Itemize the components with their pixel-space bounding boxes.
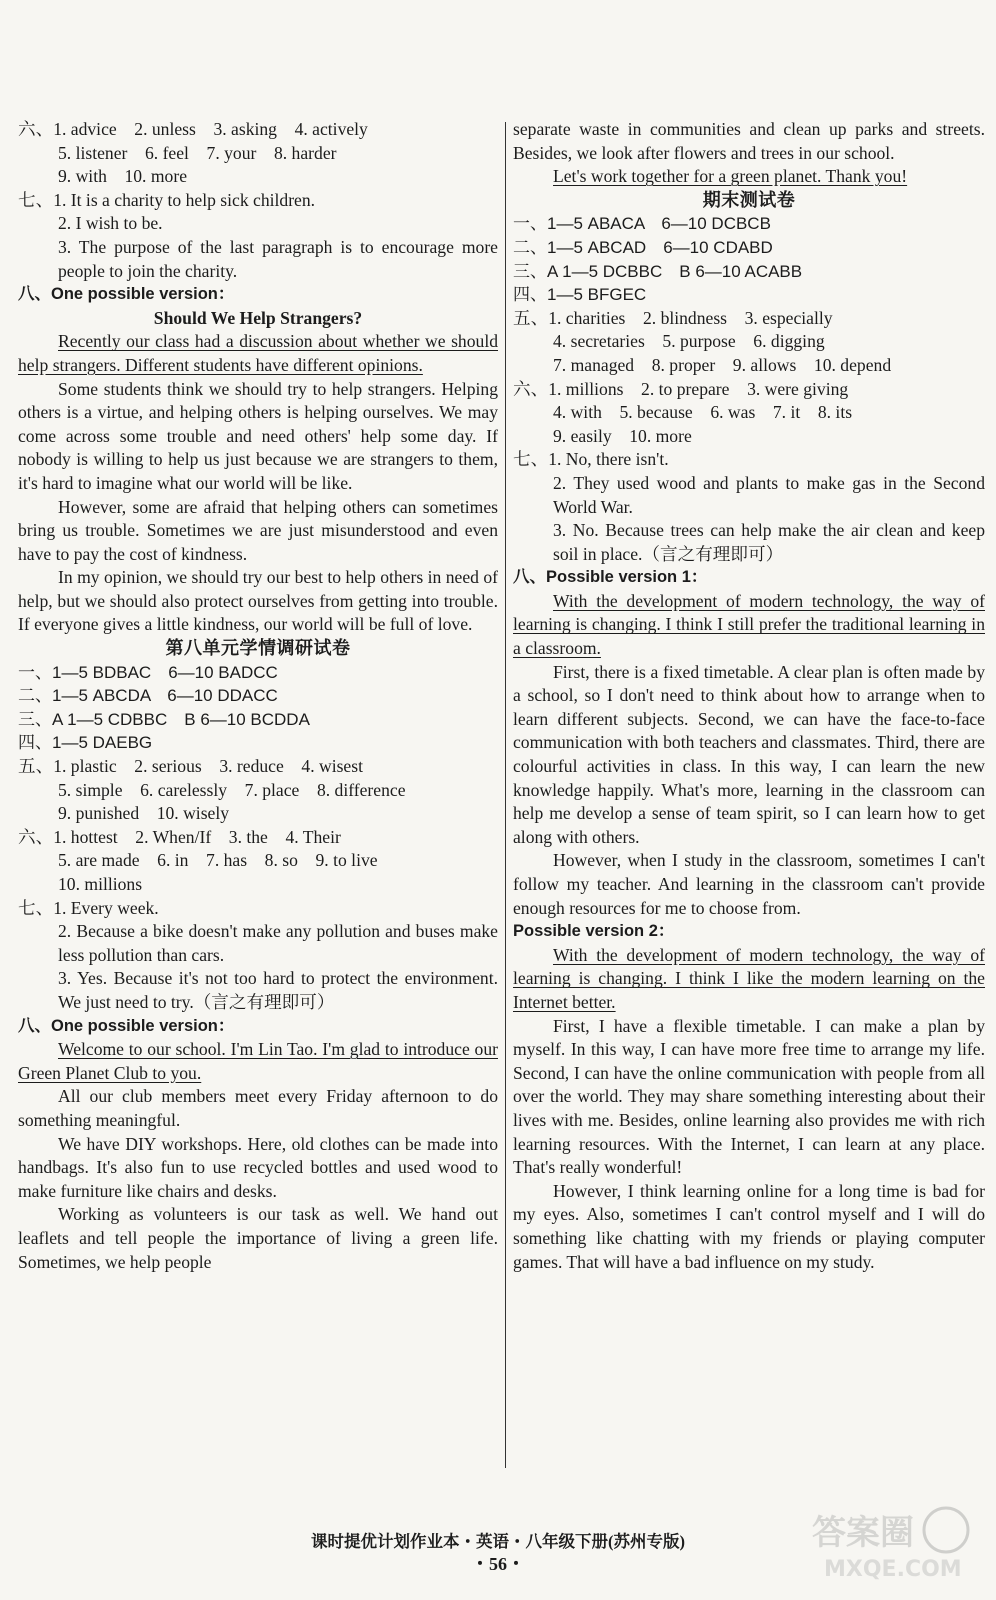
answer-line: 一、1—5 ABACA 6—10 DCBCB	[513, 214, 771, 234]
right-column	[513, 118, 985, 1274]
answer-line: 10. millions	[58, 874, 143, 894]
essay-intro: With the development of modern technology, the way of learning is changing. I think I like the modern learning on the Internet better.	[513, 944, 985, 1012]
essay-paragraph: However, some are afraid that helping others can sometimes bring us trouble. Sometimes we are just misunderstood and even have to pay the cost of kindness.	[18, 496, 498, 564]
essay-title: Should We Help Strangers?	[153, 307, 363, 328]
section-heading: Possible version 2：	[513, 922, 675, 941]
left-column	[18, 118, 498, 1274]
section-heading: 八、One possible version：	[18, 1016, 235, 1035]
essay-paragraph: First, I have a flexible timetable. I can make a plan by myself. In this way, I can have more free time to arrange my life. Second, I can have the online communication with people from all over the world. They may share something interesting about their lives with me. Besides, online learning also provides me with rich learning resources. With the Internet, I can learn at any place. That's really wonderful!	[513, 1015, 985, 1178]
answer-line: 三、A 1—5 DCBBC B 6—10 ACABB	[513, 261, 803, 281]
answer-line: 六、1. hottest 2. When/If 3. the 4. Their	[18, 826, 341, 847]
page-number: ・56・	[471, 1554, 525, 1574]
answer-line: 2. They used wood and plants to make gas in the Second World War.	[553, 472, 985, 517]
answer-line: 三、A 1—5 CDBBC B 6—10 BCDDA	[18, 709, 310, 729]
answer-line: 五、1. charities 2. blindness 3. especially	[513, 307, 833, 328]
watermark-text: 答案圈	[812, 1513, 914, 1553]
answer-line: 二、1—5 ABCAD 6—10 CDABD	[513, 237, 773, 257]
answer-line: 四、1—5 DAEBG	[18, 733, 153, 753]
essay-paragraph: Let's work together for a green planet. Thank you!	[553, 166, 908, 187]
answer-line: 3. The purpose of the last paragraph is to encourage more people to join the charity.	[58, 236, 498, 281]
answer-line: 2. Because a bike doesn't make any pollution and buses make less pollution than cars.	[58, 921, 498, 965]
answer-line: 9. punished 10. wisely	[58, 803, 230, 824]
watermark-url: MXQE.COM	[824, 1557, 962, 1582]
answer-line: 七、1. No, there isn't.	[513, 449, 669, 470]
essay-paragraph: We have DIY workshops. Here, old clothes can be made into handbags. It's also fun to use recycled bottles and used wood to make furniture like chairs and desks.	[18, 1133, 498, 1201]
answer-line: 七、1. Every week.	[18, 897, 159, 918]
answer-line: 9. easily 10. more	[553, 425, 692, 446]
essay-paragraph: Working as volunteers is our task as well. We hand out leaflets and tell people the importance of living a green life. Sometimes, we help people	[18, 1204, 498, 1272]
section-title: 第八单元学情调研试卷	[165, 638, 351, 659]
answer-line: 9. with 10. more	[58, 166, 188, 187]
answer-line: 4. with 5. because 6. was 7. it 8. its	[553, 402, 853, 423]
answer-line: 二、1—5 ABCDA 6—10 DDACC	[18, 686, 278, 706]
essay-paragraph: Some students think we should try to help strangers. Helping others is a virtue, and helping others is helping ourselves. We may come across some trouble and need others' help some day. If nobody is willing to help us just because we are strangers to them, it's hard to imagine what our world will be like.	[18, 378, 498, 493]
answer-line: 六、1. advice 2. unless 3. asking 4. actively	[18, 119, 368, 139]
answer-line: 5. listener 6. feel 7. your 8. harder	[58, 142, 337, 163]
answer-line: 7. managed 8. proper 9. allows 10. depend	[553, 354, 892, 375]
watermark-logo-icon	[804, 1502, 974, 1582]
answer-line: 一、1—5 BDBAC 6—10 BADCC	[18, 662, 278, 682]
answer-line: 5. are made 6. in 7. has 8. so 9. to live	[58, 850, 378, 871]
essay-paragraph: However, I think learning online for a long time is bad for my eyes. Also, sometimes I can't control myself and I will do something like chatting with my friends or playing computer games. That will have a bad influence on my study.	[513, 1180, 985, 1272]
essay-paragraph: First, there is a fixed timetable. A clear plan is often made by a school, so I don't need to think about how to arrange when to learn different subjects. Second, we can have the face-to-face communication with both teachers and classmates. Third, there are colourful activities in class. In this way, I can learn the new knowledge happily. What's more, learning in the classroom can help me develop a sense of team spirit, so I can learn how to get along with others.	[513, 661, 985, 847]
column-divider	[505, 122, 506, 1468]
essay-intro: Recently our class had a discussion about whether we should help strangers. Different students have different opinions.	[18, 331, 498, 375]
answer-line: 六、1. millions 2. to prepare 3. were giving	[513, 378, 849, 399]
essay-intro: Welcome to our school. I'm Lin Tao. I'm glad to introduce our Green Planet Club to you.	[18, 1039, 498, 1083]
essay-paragraph: However, when I study in the classroom, sometimes I can't follow my teacher. And learning in the classroom can't provide enough resources for me to choose from.	[513, 850, 985, 918]
section-heading: 八、Possible version 1：	[513, 568, 708, 587]
answer-line: 四、1—5 BFGEC	[513, 285, 647, 305]
answer-line: 3. No. Because trees can help make the air clean and keep soil in place.（言之有理即可）	[553, 520, 985, 564]
essay-paragraph: separate waste in communities and clean up parks and streets. Besides, we look after flowers and trees in our school.	[513, 119, 985, 163]
answer-line: 3. Yes. Because it's not too hard to protect the environment. We just need to try.（言之有理即可）	[58, 968, 498, 1012]
essay-intro: With the development of modern technology, the way of learning is changing. I think I still prefer the traditional learning in a classroom.	[513, 590, 985, 659]
answer-line: 2. I wish to be.	[58, 213, 163, 234]
book-title-footer: 课时提优计划作业本・英语・八年级下册(苏州专版)	[311, 1532, 685, 1551]
answer-line: 4. secretaries 5. purpose 6. digging	[553, 331, 825, 352]
essay-paragraph: In my opinion, we should try our best to help others in need of help, but we should also protect ourselves from getting into trouble. If everyone gives a little kindness, our world will be full of love.	[18, 567, 498, 635]
section-title: 期末测试卷	[702, 189, 796, 210]
section-heading: 八、One possible version：	[18, 285, 235, 304]
answer-line: 五、1. plastic 2. serious 3. reduce 4. wisest	[18, 756, 363, 777]
answer-line: 七、1. It is a charity to help sick children.	[18, 189, 316, 210]
essay-paragraph: All our club members meet every Friday afternoon to do something meaningful.	[18, 1086, 498, 1130]
answer-line: 5. simple 6. carelessly 7. place 8. difference	[58, 779, 406, 800]
